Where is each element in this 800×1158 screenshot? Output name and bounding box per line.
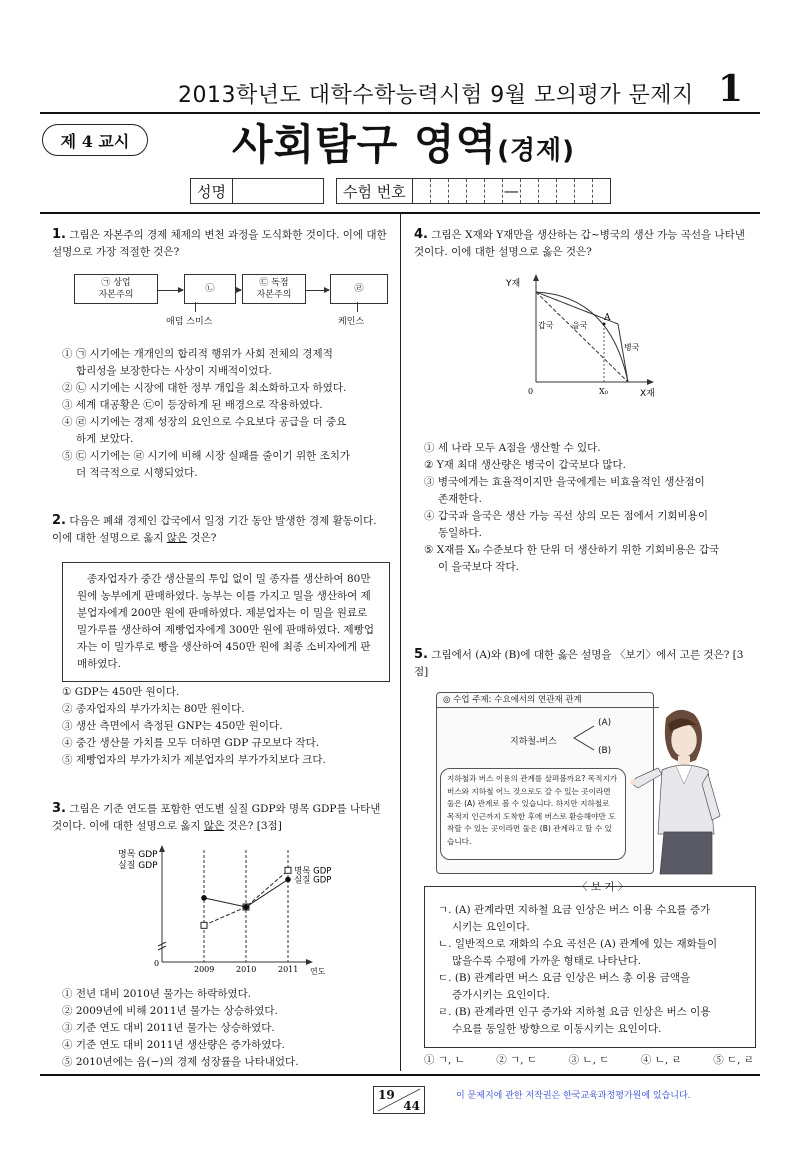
footer-rule	[40, 1074, 760, 1076]
question-4-options	[424, 440, 754, 576]
flow-arrow	[305, 290, 329, 291]
option-2[interactable]: ② ㉡ 시기에는 시장에 대한 정부 개입을 최소화하고자 하였다.	[62, 382, 347, 394]
option-2[interactable]: ② 종자업자의 부가가치는 80만 원이다.	[62, 703, 245, 715]
question-2-stem: 2. 다음은 폐쇄 경제인 갑국에서 일정 기간 동안 발생한 경제 활동이다. 이에 대한 설명으로 옳지 않은 것은?	[52, 513, 377, 544]
ppf-label-eul: 을국	[572, 321, 588, 330]
board-b: (B)	[598, 746, 612, 756]
teacher-speech-bubble: 지하철과 버스 이용의 관계를 살펴볼까요? 목적지가 버스와 지하철 어느 것으로도 갈 수 있는 곳이라면 둘은 (A) 관계로 볼 수 있습니다. 하지만 지하철로 목적지 인근까지 도착한 후에 버스로 환승해야만 도착할 수 있는 곳이라면 둘은 (B) 관계라고 할 수 있습니다.	[440, 768, 626, 860]
option-5[interactable]: ⑤ 제빵업자의 부가가치가 제분업자의 부가가치보다 크다.	[62, 754, 326, 766]
boggi-items	[438, 902, 754, 1038]
flow-box-4: ㉣	[330, 274, 388, 304]
boggi-item-ri: ㄹ. (B) 관계라면 인구 증가와 지하철 요금 인상은 버스 이용 수요를 동일한 방향으로 이동시키는 요인이다.	[438, 1006, 711, 1035]
question-4-number: 4.	[414, 227, 428, 242]
exam-number-dash: —	[503, 179, 521, 203]
question-3-number: 3.	[52, 801, 66, 816]
nominal-gdp-label: 명목 GDP	[294, 866, 332, 877]
board-a: (A)	[598, 718, 612, 728]
period-badge: 제 4 교시	[42, 124, 148, 156]
question-4-stem	[414, 226, 754, 261]
footer-page-total: 44	[403, 1099, 420, 1113]
real-gdp-label: 실질 GDP	[294, 875, 332, 886]
boggi-item-ni: ㄴ. 일반적으로 재화의 수요 곡선은 (A) 관계에 있는 재화들이 많을수록 수평에 가까운 형태로 나타난다.	[438, 938, 718, 967]
question-3-options	[62, 986, 392, 1071]
person-label-smith: 애덤 스미스	[166, 317, 213, 327]
option-2[interactable]: ② 2009년에 비해 2011년 물가는 상승하였다.	[62, 1005, 278, 1017]
flow-box-1: ㉠ 상업 자본주의	[74, 274, 158, 304]
option-4[interactable]: ④ ㉣ 시기에는 경제 성장의 요인으로 수요보다 공급을 더 중요 하게 보았다.	[62, 416, 347, 445]
answer-2[interactable]: ② ㄱ, ㄷ	[496, 1054, 538, 1066]
option-4[interactable]: ④ 갑국과 을국은 생산 가능 곡선 상의 모든 점에서 기회비용이 동일하다.	[424, 510, 708, 539]
option-1[interactable]: ① 전년 대비 2010년 물가는 하락하였다.	[62, 988, 252, 1000]
person-label-keynes: 케인스	[338, 317, 365, 327]
flow-tick	[357, 302, 358, 312]
teacher-illustration	[628, 704, 748, 880]
x-tick-label: 2009	[194, 965, 215, 974]
column-divider	[400, 213, 401, 1071]
option-5[interactable]: ⑤ 2010년에는 음(−)의 경제 성장률을 나타내었다.	[62, 1056, 299, 1068]
option-5[interactable]: ⑤ ㉢ 시기에는 ㉣ 시기에 비해 시장 실패를 줄이기 위한 조치가 더 적극적으로 시행되었다.	[62, 450, 351, 479]
boggi-title: 〈 보 기 〉	[573, 879, 632, 894]
x-tick-label: 2011	[278, 965, 299, 974]
ppf-label-byeong: 병국	[624, 343, 640, 352]
question-2-options	[62, 684, 392, 769]
ppf-origin: 0	[528, 387, 534, 396]
nominal-gdp-point	[201, 922, 207, 928]
answer-3[interactable]: ③ ㄴ, ㄷ	[568, 1054, 610, 1066]
footer-page-box	[373, 1086, 425, 1114]
option-4[interactable]: ④ 기준 연도 대비 2011년 생산량은 증가하였다.	[62, 1039, 285, 1051]
real-gdp-point	[243, 904, 249, 910]
ppf-x0: X₀	[599, 387, 608, 396]
ppf-point-a: A	[604, 313, 611, 323]
flow-box-2: ㉡	[184, 274, 236, 304]
name-label: 성명	[190, 178, 233, 204]
subject-sub: (경제)	[497, 136, 576, 166]
answer-1[interactable]: ① ㄱ, ㄴ	[424, 1054, 465, 1066]
boggi-item-di: ㄷ. (B) 관계라면 버스 요금 인상은 버스 총 이용 금액을 증가시키는 요인이다.	[438, 972, 691, 1001]
board-title: ◎ 수업 주제: 수요에서의 연관재 관계	[437, 693, 659, 708]
question-4-text: 그림은 X재와 Y재만을 생산하는 갑~병국의 생산 가능 곡선을 나타낸 것이다. 이에 대한 설명으로 옳은 것은?	[414, 229, 745, 258]
question-1-number: 1.	[52, 227, 66, 242]
flow-tick	[195, 302, 196, 312]
option-3[interactable]: ③ 기준 연도 대비 2011년 물가는 상승하였다.	[62, 1022, 275, 1034]
real-gdp-point	[201, 895, 207, 901]
option-5[interactable]: ⑤ X재를 X₀ 수준보다 한 단위 더 생산하기 위한 기회비용은 갑국 이 을국보다 작다.	[424, 544, 720, 573]
question-5-answers	[424, 1052, 754, 1069]
name-field[interactable]	[233, 178, 324, 204]
footer-page-current: 19	[378, 1088, 395, 1102]
option-3[interactable]: ③ 병국에게는 효율적이지만 을국에게는 비효율적인 생산점이 존재한다.	[424, 476, 705, 505]
flow-arrow	[235, 290, 241, 291]
subject-main: 사회탐구 영역	[232, 120, 498, 169]
gdp-chart	[110, 842, 350, 976]
nominal-gdp-point	[285, 867, 291, 873]
boggi-item-gi: ㄱ. (A) 관계라면 지하철 요금 인상은 버스 이용 수요를 증가 시키는 요인이다.	[438, 904, 711, 933]
flow-box-3: ㉢ 독점 자본주의	[242, 274, 306, 304]
question-2-number: 2.	[52, 513, 66, 528]
answer-4[interactable]: ④ ㄴ, ㄹ	[640, 1054, 682, 1066]
question-2-passage: 종자업자가 중간 생산물의 투입 없이 밀 종자를 생산하여 80만 원에 농부에게 판매하였다. 농부는 이를 가지고 밀을 생산하여 제분업자에게 200만 원에 판매하였다. 제분업자는 이 밀을 원료로 밀가루를 생산하여 제빵업자에게 300만 원에 판매하였다. 제빵업자는 이 밀가루로 빵을 생산하여 450만 원에 최종 소비자에게 판매하였다.	[62, 562, 390, 682]
copyright-notice: 이 문제지에 관한 저작권은 한국교육과정평가원에 있습니다.	[456, 1091, 691, 1101]
option-3[interactable]: ③ 세계 대공황은 ㉢이 등장하게 된 배경으로 작용하였다.	[62, 399, 323, 411]
page-number: 1	[718, 68, 744, 110]
option-1[interactable]: ① ㉠ 시기에는 개개인의 합리적 행위가 사회 전체의 경제적 합리성을 보장한다는 사상이 지배적이었다.	[62, 348, 333, 377]
real-gdp-point	[285, 877, 291, 883]
exam-number-label: 수험 번호	[336, 178, 413, 204]
flow-arrow	[157, 290, 183, 291]
option-3[interactable]: ③ 생산 측면에서 측정된 GNP는 450만 원이다.	[62, 720, 283, 732]
subject-title	[232, 112, 575, 172]
x-tick-label: 2010	[236, 965, 257, 974]
chart-ylabel-1: 명목 GDP	[118, 850, 158, 860]
question-1-options	[62, 346, 392, 482]
option-2[interactable]: ② Y재 최대 생산량은 병국이 갑국보다 많다.	[424, 459, 626, 471]
exam-number-field[interactable]	[413, 178, 611, 204]
question-3-stem: 3. 그림은 기준 연도를 포함한 연도별 실질 GDP와 명목 GDP를 나타낸 것이다. 이에 대한 설명으로 옳지 않은 것은? [3점]	[52, 801, 381, 832]
ppf-graph	[500, 272, 670, 402]
chart-origin: 0	[154, 959, 160, 968]
chart-xlabel: 연도	[310, 967, 326, 976]
question-1-text: 그림은 자본주의 경제 체제의 변천 과정을 도식화한 것이다. 이에 대한 설명으로 가장 적절한 것은?	[52, 229, 387, 258]
question-5-text: 그림에서 (A)와 (B)에 대한 옳은 설명을 〈보기〉에서 고른 것은? [3점]	[414, 649, 744, 678]
option-4[interactable]: ④ 중간 생산물 가치를 모두 더하면 GDP 규모보다 작다.	[62, 737, 320, 749]
board-bracket	[570, 722, 600, 754]
chart-ylabel-2: 실질 GDP	[118, 861, 158, 871]
board-item: 지하철-버스	[510, 737, 557, 747]
name-and-exam-number-box	[190, 178, 611, 204]
question-5-stem	[414, 646, 754, 681]
answer-5[interactable]: ⑤ ㄷ, ㄹ	[713, 1054, 754, 1066]
ppf-label-gap: 갑국	[538, 321, 554, 330]
exam-title: 2013학년도 대학수학능력시험 9월 모의평가 문제지	[178, 83, 694, 108]
option-1[interactable]: ① GDP는 450만 원이다.	[62, 686, 180, 698]
option-1[interactable]: ① 세 나라 모두 A점을 생산할 수 있다.	[424, 442, 601, 454]
question-5-number: 5.	[414, 647, 428, 662]
ppf-ylabel: Y재	[506, 279, 521, 289]
question-1-stem	[52, 226, 390, 261]
ppf-xlabel: X재	[640, 389, 655, 399]
